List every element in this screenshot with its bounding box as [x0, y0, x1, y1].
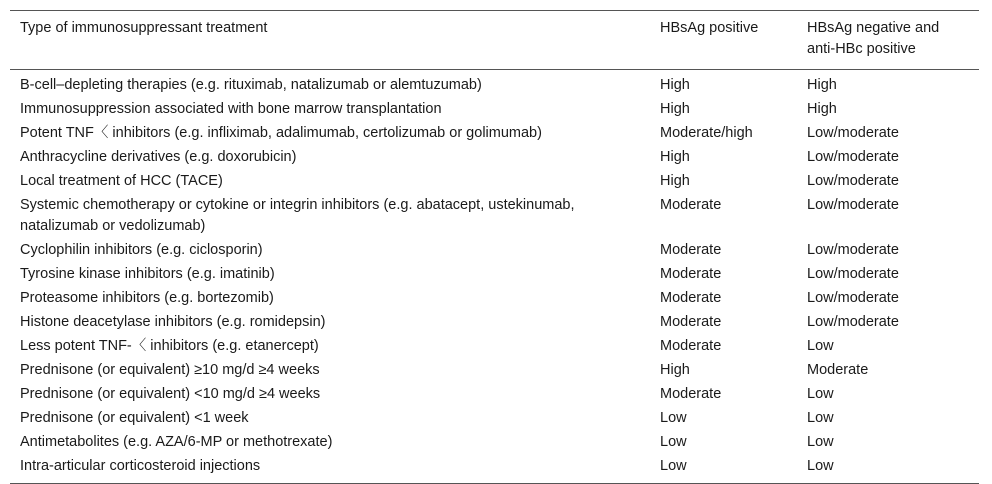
cell-hbsag-positive-risk: Moderate	[660, 386, 722, 402]
cell-hbsag-negative-anti-hbc-positive-risk: Low/moderate	[807, 242, 899, 258]
header-row	[10, 11, 979, 70]
table-row	[10, 383, 979, 407]
cell-hbsag-positive-risk: Moderate	[660, 338, 722, 354]
table-row	[10, 70, 979, 99]
cell-hbsag-negative-anti-hbc-positive-risk: Low/moderate	[807, 314, 899, 330]
cell-hbsag-positive-risk: Moderate	[660, 266, 722, 282]
cell-hbsag-positive-risk: Low	[660, 410, 687, 426]
table-row	[10, 98, 979, 122]
cell-hbsag-negative-anti-hbc-positive-risk: Low	[807, 386, 834, 402]
cell-hbsag-negative-anti-hbc-positive-risk: High	[807, 101, 837, 117]
cell-hbsag-positive-risk: Moderate	[660, 242, 722, 258]
table-row	[10, 287, 979, 311]
cell-hbsag-negative-anti-hbc-positive-risk: Low/moderate	[807, 197, 899, 213]
cell-treatment-type: Cyclophilin inhibitors (e.g. ciclosporin)	[20, 242, 263, 258]
cell-treatment-type: Prednisone (or equivalent) <1 week	[20, 410, 249, 426]
cell-hbsag-negative-anti-hbc-positive-risk: Low	[807, 434, 834, 450]
cell-treatment-type: Local treatment of HCC (TACE)	[20, 173, 223, 189]
table-row	[10, 359, 979, 383]
table-row	[10, 335, 979, 359]
cell-treatment-type: Proteasome inhibitors (e.g. bortezomib)	[20, 290, 274, 306]
table-row	[10, 431, 979, 455]
table-row	[10, 194, 979, 239]
cell-treatment-type: Tyrosine kinase inhibitors (e.g. imatinib)	[20, 266, 275, 282]
immunosuppressant-risk-table	[10, 10, 979, 484]
header-treatment-type: Type of immunosuppressant treatment	[20, 20, 268, 36]
table-row	[10, 311, 979, 335]
header-hbsag-negative-anti-hbc-positive: HBsAg negative and anti-HBc positive	[807, 20, 940, 57]
risk-table-container	[10, 10, 979, 484]
cell-hbsag-positive-risk: Moderate	[660, 197, 722, 213]
cell-hbsag-negative-anti-hbc-positive-risk: Low/moderate	[807, 149, 899, 165]
cell-treatment-type: Anthracycline derivatives (e.g. doxorubicin)	[20, 149, 297, 165]
header-hbsag-positive: HBsAg positive	[660, 20, 759, 36]
cell-treatment-type: Intra-articular corticosteroid injections	[20, 458, 261, 474]
cell-hbsag-negative-anti-hbc-positive-risk: Moderate	[807, 362, 869, 378]
cell-hbsag-negative-anti-hbc-positive-risk: Low/moderate	[807, 173, 899, 189]
cell-hbsag-positive-risk: Moderate/high	[660, 125, 753, 141]
cell-hbsag-negative-anti-hbc-positive-risk: High	[807, 77, 837, 93]
table-row	[10, 239, 979, 263]
table-row	[10, 122, 979, 146]
cell-hbsag-positive-risk: High	[660, 149, 690, 165]
cell-treatment-type: Potent TNF〈 inhibitors (e.g. infliximab, adalimumab, certolizumab or golimumab)	[20, 125, 542, 141]
table-row	[10, 407, 979, 431]
cell-treatment-type: Prednisone (or equivalent) ≥10 mg/d ≥4 weeks	[20, 362, 320, 378]
table-row	[10, 170, 979, 194]
cell-hbsag-positive-risk: High	[660, 362, 690, 378]
cell-hbsag-positive-risk: High	[660, 101, 690, 117]
cell-hbsag-negative-anti-hbc-positive-risk: Low	[807, 410, 834, 426]
cell-hbsag-positive-risk: Moderate	[660, 290, 722, 306]
cell-hbsag-positive-risk: Low	[660, 434, 687, 450]
table-row	[10, 455, 979, 484]
table-row	[10, 263, 979, 287]
cell-treatment-type: Less potent TNF-〈 inhibitors (e.g. etanercept)	[20, 338, 319, 354]
cell-hbsag-negative-anti-hbc-positive-risk: Low/moderate	[807, 290, 899, 306]
cell-treatment-type: Antimetabolites (e.g. AZA/6-MP or methotrexate)	[20, 434, 333, 450]
table-header	[10, 11, 979, 70]
cell-treatment-type: B-cell–depleting therapies (e.g. rituximab, natalizumab or alemtuzumab)	[20, 77, 482, 93]
table-body	[10, 70, 979, 484]
cell-hbsag-negative-anti-hbc-positive-risk: Low/moderate	[807, 266, 899, 282]
cell-hbsag-negative-anti-hbc-positive-risk: Low	[807, 338, 834, 354]
cell-hbsag-negative-anti-hbc-positive-risk: Low	[807, 458, 834, 474]
cell-hbsag-positive-risk: High	[660, 77, 690, 93]
cell-treatment-type: Histone deacetylase inhibitors (e.g. romidepsin)	[20, 314, 326, 330]
cell-hbsag-positive-risk: Moderate	[660, 314, 722, 330]
table-row	[10, 146, 979, 170]
cell-hbsag-negative-anti-hbc-positive-risk: Low/moderate	[807, 125, 899, 141]
cell-treatment-type: Prednisone (or equivalent) <10 mg/d ≥4 weeks	[20, 386, 321, 402]
cell-treatment-type: Systemic chemotherapy or cytokine or integrin inhibitors (e.g. abatacept, ustekinumab, natalizumab or vedolizumab)	[20, 197, 575, 234]
cell-treatment-type: Immunosuppression associated with bone marrow transplantation	[20, 101, 442, 117]
cell-hbsag-positive-risk: High	[660, 173, 690, 189]
cell-hbsag-positive-risk: Low	[660, 458, 687, 474]
